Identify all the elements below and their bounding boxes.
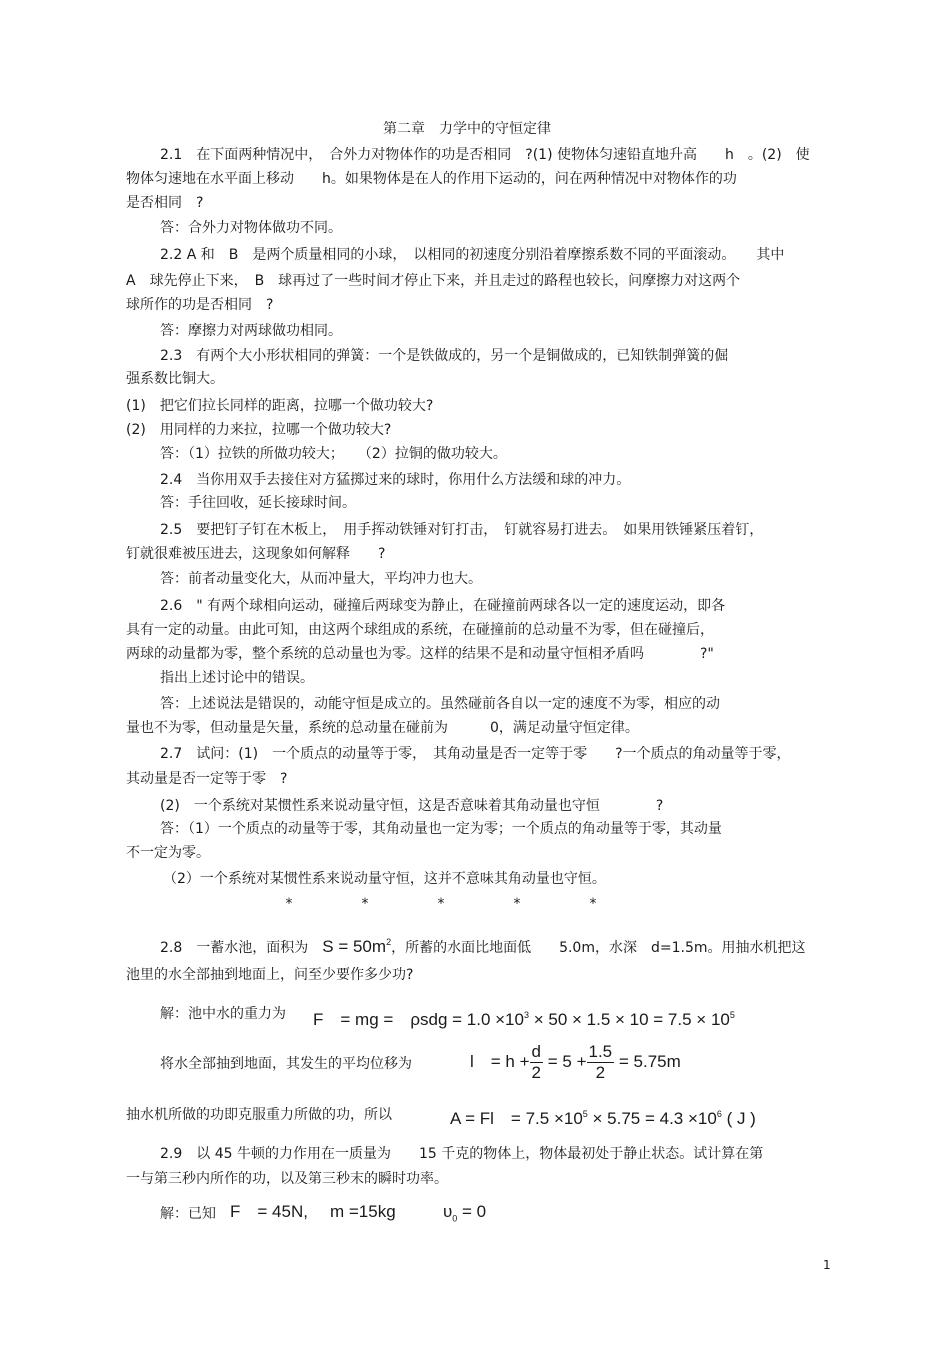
text-line: 指出上述讨论中的错误。	[160, 670, 314, 686]
fraction: $\frac{d}{2}$	[531, 1042, 542, 1083]
text-line: 两球的动量都为零，整个系统的总动量也为零。这样的结果不是和动量守恒相矛盾吗 ?"	[126, 646, 714, 662]
answer-line: 答：（1）拉铁的所做功较大； （2）拉铜的做功较大。	[160, 446, 507, 462]
separator-star: *	[361, 896, 369, 912]
answer-line: 答：上述说法是错误的，动能守恒是成立的。虽然碰前各自以一定的速度不为零，相应的动	[160, 696, 720, 712]
text-line: 2.7 试问：(1) 一个质点的动量等于零， 其角动量是否一定等于零 ?一个质点的角动量等于零，	[160, 746, 791, 762]
text-line: A 球先停止下来， B 球再过了一些时间才停止下来，并且走过的路程也较长，问摩擦力对这两个	[126, 273, 741, 289]
area-formula: $S = 50m^2$	[322, 937, 392, 956]
answer-line: 答：前者动量变化大，从而冲量大，平均冲力也大。	[160, 571, 482, 587]
given-force: F = 45N,	[230, 1202, 308, 1221]
text-line: 池里的水全部抽到地面上，问至少要作多少功?	[126, 967, 414, 983]
work-formula: A = Fl = $7.5 \times 10^5 \times 5.75 = 4.3 \times 10^6$ ( J )	[450, 1109, 756, 1128]
solution-label: 解：池中水的重力为	[160, 1006, 286, 1022]
text-line: 是否相同 ?	[126, 195, 204, 211]
solution-label: 解：已知	[160, 1206, 216, 1222]
text-line: (2) 一个系统对某惯性系来说动量守恒，这是否意味着其角动量也守恒 ?	[160, 798, 664, 814]
text-line: 2.4 当你用双手去接住对方猛掷过来的球时，你用什么方法缓和球的冲力。	[160, 472, 631, 488]
fraction: $\frac{1.5}{2}$	[588, 1042, 613, 1083]
text-line: 物体匀速地在水平面上移动 h。如果物体是在人的作用下运动的，问在两种情况中对物体作的功	[126, 171, 737, 187]
solution-text: 抽水机所做的功即克服重力所做的功，所以	[126, 1107, 392, 1123]
separator-star: *	[437, 896, 445, 912]
answer-line: 不一定为零。	[126, 845, 210, 861]
solution-text: 将水全部抽到地面，其发生的平均位移为	[160, 1056, 412, 1072]
text-line: 2.6 " 有两个球相向运动，碰撞后两球变为静止，在碰撞前两球各以一定的速度运动，即各	[160, 598, 726, 614]
text-line: 球所作的功是否相同 ?	[126, 297, 274, 313]
given-mass: m =15kg	[330, 1202, 396, 1221]
answer-line: 答：合外力对物体做功不同。	[160, 220, 342, 236]
separator-stars	[251, 895, 631, 913]
text-line: 其动量是否一定等于零 ?	[126, 771, 288, 787]
text-line: (2) 用同样的力来拉，拉哪一个做功较大?	[126, 422, 392, 438]
answer-line: （2）一个系统对某惯性系来说动量守恒，这并不意味其角动量也守恒。	[163, 871, 606, 887]
problem-2-8-line	[160, 933, 806, 957]
text-line: 具有一定的动量。由此可知，由这两个球组成的系统，在碰撞前的总动量不为零，但在碰撞后，	[126, 622, 714, 638]
text-line: 2.9 以 45 牛顿的力作用在一质量为 15 千克的物体上，物体最初处于静止状态。试计算在第	[160, 1146, 764, 1162]
problem-text: 2.8 一蓄水池，面积为	[160, 940, 323, 956]
answer-line: 答：手往回收，延长接球时间。	[160, 495, 356, 511]
text-line: 一与第三秒内所作的功，以及第三秒末的瞬时功率。	[126, 1171, 448, 1187]
text-line: 2.2 A 和 B 是两个质量相同的小球， 以相同的初速度分别沿着摩擦系数不同的平面滚动。 其中	[160, 247, 785, 263]
answer-line: 量也不为零，但动量是矢量，系统的总动量在碰前为 0，满足动量守恒定律。	[126, 720, 639, 736]
text-line: 2.3 有两个大小形状相同的弹簧：一个是铁做成的，另一个是铜做成的，已知铁制弹簧的倔	[160, 348, 729, 364]
text-line: 强系数比铜大。	[126, 371, 224, 387]
answer-line: 答：摩擦力对两球做功相同。	[160, 323, 342, 339]
displacement-formula: l = h + $\frac{d}{2}$ = 5 + $\frac{1.5}{2}$ = 5.75m	[470, 1042, 681, 1083]
text-line: 2.5 要把钉子钉在木板上， 用手挥动铁锤对钉打击， 钉就容易打进去。 如果用铁锤紧压着钉，	[160, 522, 764, 538]
answer-line: 答：（1）一个质点的动量等于零，其角动量也一定为零；一个质点的角动量等于零，其动量	[160, 821, 722, 837]
problem-text: ，所蓄的水面比地面低 5.0m，水深 d=1.5m。用抽水机把这	[391, 940, 806, 956]
separator-star: *	[589, 896, 597, 912]
separator-star: *	[513, 896, 521, 912]
text-line: 2.1 在下面两种情况中， 合外力对物体作的功是否相同 ?(1) 使物体匀速铅直地升高 h 。(2) 使	[160, 147, 810, 163]
chapter-title: 第二章 力学中的守恒定律	[383, 121, 551, 137]
page-number: 1	[823, 1258, 831, 1272]
separator-star: *	[285, 896, 293, 912]
gravity-formula: F = mg = $\rho sdg = 1.0 \times 10^3 \times 50 \times 1.5 \times 10 = 7.5 \times 10^5$	[313, 1010, 735, 1029]
text-line: (1) 把它们拉长同样的距离，拉哪一个做功较大?	[126, 398, 434, 414]
given-velocity: $\upsilon_0 = 0$	[443, 1202, 487, 1224]
text-line: 钉就很难被压进去，这现象如何解释 ?	[126, 546, 386, 562]
